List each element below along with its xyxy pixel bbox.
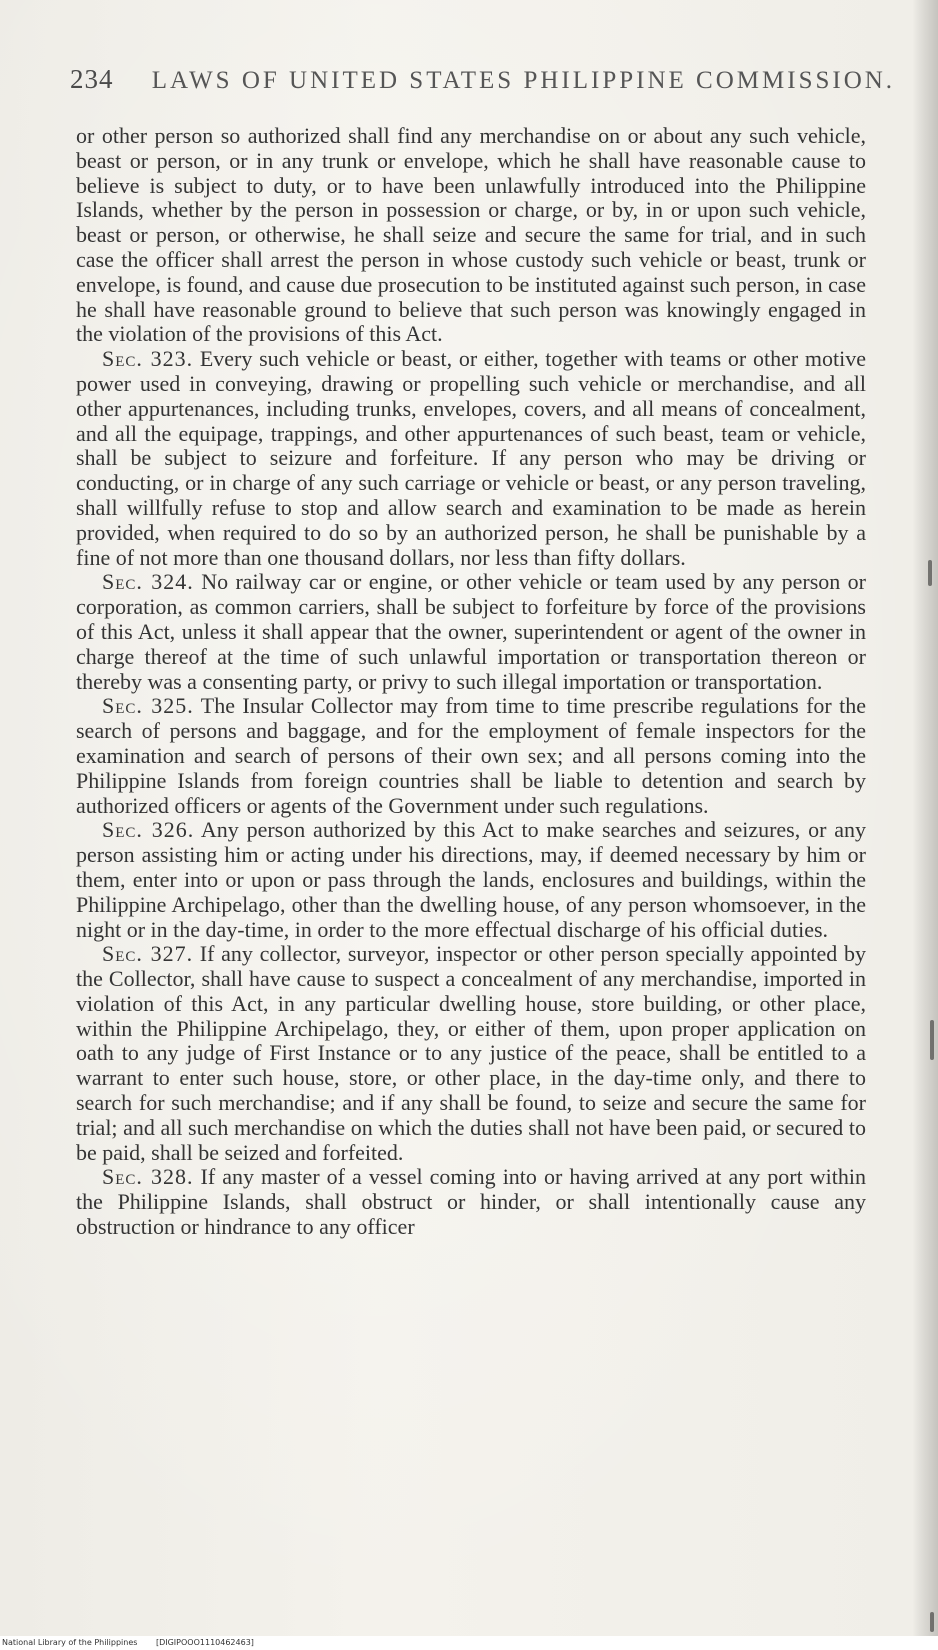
page-number: 234 — [70, 64, 114, 94]
paragraph-text: No railway car or engine, or other vehicle or team used by any person or corporation, as common carriers, shall be subject to forfeiture by force of the provisions of this Act, unless it shall appear that the owner, superintendent or agent of the owner in charge thereof at the time of such unlawful importation or transportation thereon or thereby was a consenting party, or privy to such illegal importation or transportation. — [76, 569, 866, 694]
paragraph-text: If any collector, surveyor, inspector or other person specially appointed by the Collector, shall have cause to suspect a concealment of any merchandise, imported in violation of this Act, in any particular dwelling house, store building, or other place, within the Philippine Archipelago, they, or either of them, upon proper application on oath to any judge of First Instance or to any justice of the peace, shall be entitled to a warrant to enter such house, store, or other place, in the day-time only, and there to search for such merchandise; and if any shall be found, to seize and secure the same for trial; and all such merchandise on which the duties shall not have been paid, or secured to be paid, shall be seized and forfeited. — [76, 941, 866, 1165]
page-header — [70, 64, 896, 104]
paragraph-sec-325 — [76, 694, 866, 818]
footer-strip — [0, 1636, 938, 1650]
paragraph-sec-326 — [76, 818, 866, 942]
paragraph-text: Every such vehicle or beast, or either, together with teams or other motive power used in conveying, drawing or propelling such vehicle or merchandise, and all other appurtenances, including trunks, envelopes, covers, and all means of concealment, and all the equipage, trappings, and other appurtenances of such beast, team or vehicle, shall be subject to seizure and forfeiture. If any person who may be driving or conducting, or in charge of any such carriage or vehicle or beast, or any person traveling, shall willfully refuse to stop and allow search and examination to be made as herein provided, when required to do so by an authorized person, he shall be punishable by a fine of not more than one thousand dollars, nor less than fifty dollars. — [76, 346, 866, 570]
margin-mark — [928, 560, 932, 586]
paragraph-continued — [76, 124, 866, 347]
paragraph-sec-328 — [76, 1165, 866, 1239]
running-title: LAWS OF UNITED STATES PHILIPPINE COMMISSION. — [151, 67, 896, 94]
paragraph-text: The Insular Collector may from time to time prescribe regulations for the search of persons and baggage, and for the employment of female inspectors for the examination and search of persons of their own sex; and all persons coming into the Philippine Islands from foreign countries shall be liable to detention and search by authorized officers or agents of the Government under such regulations. — [76, 693, 866, 818]
section-number: Sec. 326. — [102, 817, 195, 843]
binding-shadow — [912, 0, 938, 1650]
section-number: Sec. 324. — [102, 569, 194, 595]
paragraph-text: or other person so authorized shall find any merchandise on or about any such vehicle, beast or person, or in any trunk or envelope, which he shall have reasonable cause to believe is subject to duty, or to have been unlawfully introduced into the Philippine Islands, whether by the person in possession or charge, or by, in or upon such vehicle, beast or person, or otherwise, he shall seize and secure the same for trial, and in such case the officer shall arrest the person in whose custody such vehicle or beast, trunk or envelope, is found, and cause due prosecution to be instituted against such person, in case he shall have reasonable ground to believe that such person was knowingly engaged in the violation of the provisions of this Act. — [76, 123, 866, 347]
margin-mark — [930, 1020, 934, 1060]
section-number: Sec. 323. — [102, 346, 194, 372]
paragraph-text: If any master of a vessel coming into or having arrived at any port within the Philippine Islands, shall obstruct or hinder, or shall intentionally cause any obstruction or hindrance to any officer — [76, 1164, 867, 1240]
library-name: National Library of the Philippines — [2, 1638, 138, 1647]
section-number: Sec. 328. — [102, 1164, 194, 1190]
paragraph-text: Any person authorized by this Act to make searches and seizures, or any person assisting him or acting under his directions, may, if deemed necessary by him or them, enter into or upon or pass through the lands, enclosures and buildings, within the Philippine Archipelago, other than the dwelling house, of any person whomsoever, in the night or in the day-time, in order to the more effectual discharge of his official duties. — [76, 817, 866, 942]
paragraph-sec-324 — [76, 570, 866, 694]
scan-identifier: [DIGIPOOO1110462463] — [155, 1638, 254, 1647]
paragraph-sec-327 — [76, 942, 866, 1165]
body-text — [76, 124, 866, 1624]
paragraph-sec-323 — [76, 347, 866, 570]
margin-mark — [930, 1612, 934, 1632]
section-number: Sec. 325. — [102, 693, 194, 719]
section-number: Sec. 327. — [102, 941, 194, 967]
